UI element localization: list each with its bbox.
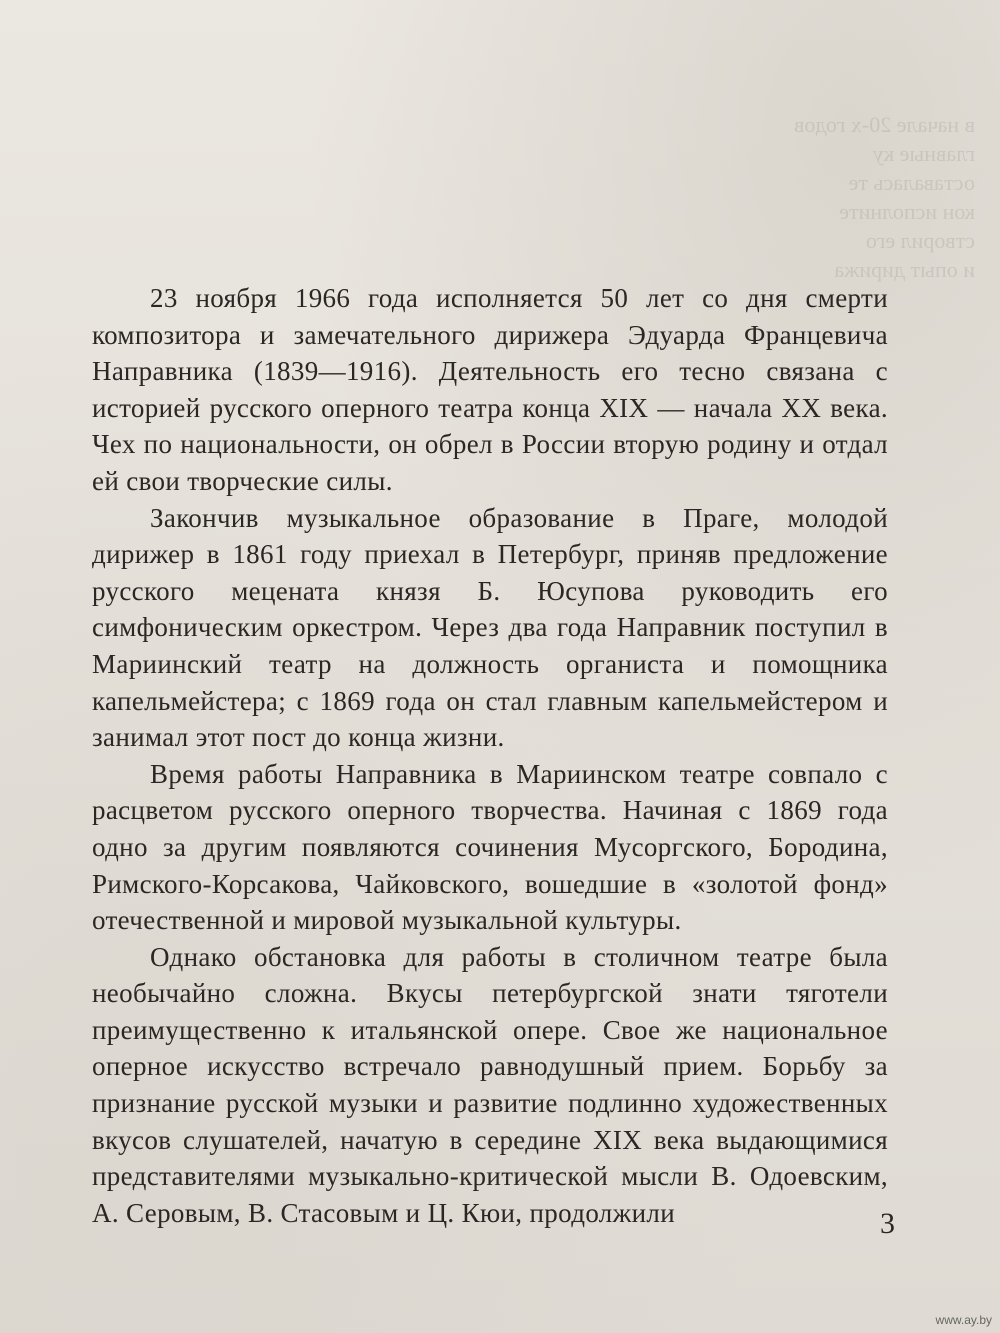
page-number: 3	[880, 1207, 895, 1240]
body-text	[92, 280, 888, 1231]
paragraph-3: Время работы Направника в Мариинском театре совпало с расцветом русского оперного творчества. Начиная с 1869 года одно за другим появляются сочинения Мусоргского, Бородина, Римского-Корсакова, Чайковского, вошедшие в «золотой фонд» отечественной и мировой музыкальной культуры.	[92, 758, 888, 936]
watermark: www.ay.by	[935, 1313, 992, 1327]
paragraph-2: Закончив музыкальное образование в Праге, молодой дирижер в 1861 году приехал в Петербург, приняв предложение русского мецената князя Б. Юсупова руководить его симфоническим оркестром. Через два года Направник поступил в Мариинский театр на должность органиста и помощника капельмейстера; с 1869 года он стал главным капельмейстером и занимал этот пост до конца жизни.	[92, 502, 888, 753]
paragraph-1: 23 ноября 1966 года исполняется 50 лет со дня смерти композитора и замечательного дирижера Эдуарда Францевича Направника (1839—1916). Деятельность его тесно связана с историей русского оперного театра конца XIX — начала XX века. Чех по национальности, он обрел в России вторую родину и отдал ей свои творческие силы.	[92, 283, 888, 496]
bleed-through-text: в начале 20-х годов главные ку оставалась те кон исполните створил его и опыт дирижа	[793, 112, 975, 282]
paragraph-4: Однако обстановка для работы в столичном театре была необычайно сложна. Вкусы петербургской знати тяготели преимущественно к итальянской опере. Свое же национальное оперное искусство встречало равнодушный прием. Борьбу за признание русской музыки и развитие подлинно художественных вкусов слушателей, начатую в середине XIX века выдающимися представителями музыкально-критической мысли В. Одоевским, А. Серовым, В. Стасовым и Ц. Кюи, продолжили	[92, 941, 888, 1228]
